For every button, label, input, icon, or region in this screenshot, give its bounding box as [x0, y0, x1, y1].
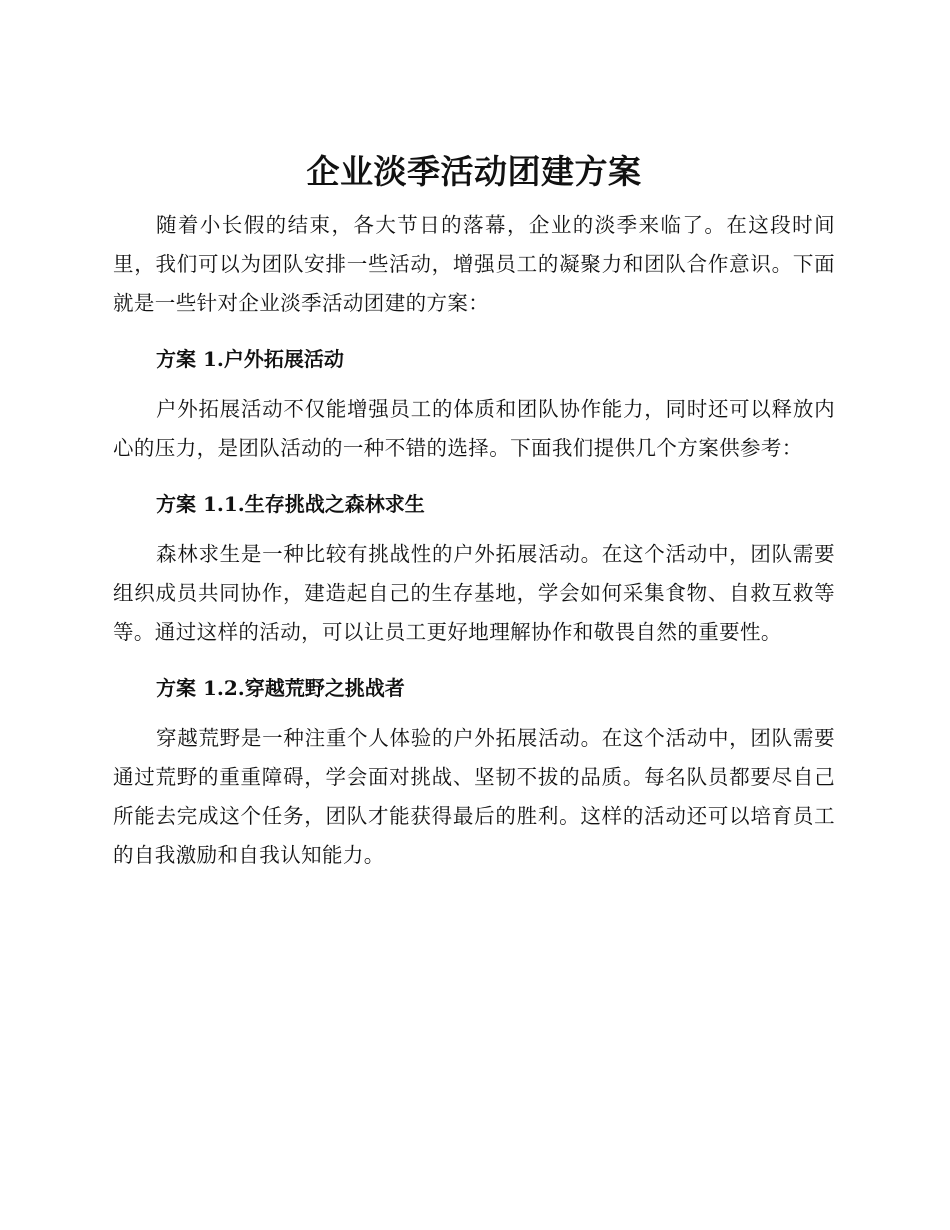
- section-body-forest-survival: 森林求生是一种比较有挑战性的户外拓展活动。在这个活动中，团队需要组织成员共同协作，建造起自己的生存基地，学会如何采集食物、自救互救等等。通过这样的活动，可以让员工更好地理解协作和敬畏自然的重要性。: [113, 542, 835, 644]
- section-heading-forest-survival: 方案 1.1.生存挑战之森林求生: [156, 492, 425, 516]
- section-heading-outdoor: 方案 1.户外拓展活动: [156, 347, 344, 371]
- document-page: [113, 148, 835, 875]
- intro-paragraph: 随着小长假的结束，各大节日的落幕，企业的淡季来临了。在这段时间里，我们可以为团队安排一些活动，增强员工的凝聚力和团队合作意识。下面就是一些针对企业淡季活动团建的方案：: [113, 213, 835, 315]
- section-body-outdoor: 户外拓展活动不仅能增强员工的体质和团队协作能力，同时还可以释放内心的压力，是团队活动的一种不错的选择。下面我们提供几个方案供参考：: [113, 397, 835, 460]
- section-heading-wilderness: 方案 1.2.穿越荒野之挑战者: [156, 676, 405, 700]
- section-body-wilderness: 穿越荒野是一种注重个人体验的户外拓展活动。在这个活动中，团队需要通过荒野的重重障碍，学会面对挑战、坚韧不拔的品质。每名队员都要尽自己所能去完成这个任务，团队才能获得最后的胜利。这样的活动还可以培育员工的自我激励和自我认知能力。: [113, 726, 835, 867]
- document-title: 企业淡季活动团建方案: [306, 152, 642, 191]
